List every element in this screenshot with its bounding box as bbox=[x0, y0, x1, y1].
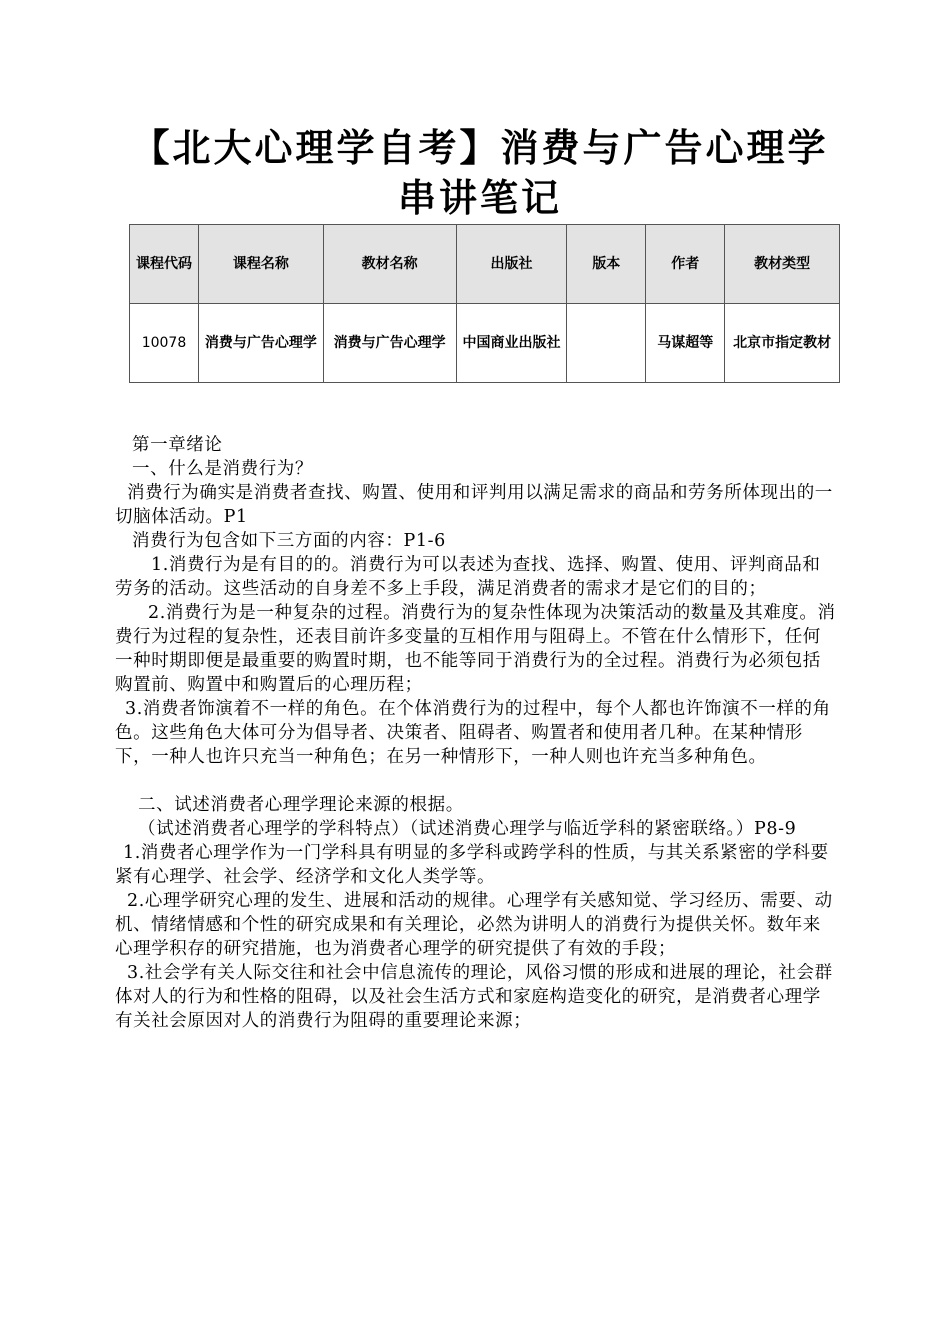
chapter-heading: 第一章绪论 bbox=[132, 435, 223, 455]
header-publisher: 出版社 bbox=[456, 225, 567, 304]
title-line-2: 串讲笔记 bbox=[397, 176, 562, 220]
header-course-name: 课程名称 bbox=[198, 225, 323, 304]
paragraph: （试述消费者心理学的学科特点）（试述消费心理学与临近学科的紧密联络。）P8-9 bbox=[138, 819, 797, 839]
paragraph: 消费行为包含如下三方面的内容：P1-6 bbox=[132, 531, 446, 551]
cell-textbook-type: 北京市指定教材 bbox=[725, 304, 840, 383]
table-header-row bbox=[130, 225, 840, 304]
list-item: 3.社会学有关人际交往和社会中信息流传的理论，风俗习惯的形成和进展的理论，社会群体对人的行为和性格的阻碍，以及社会生活方式和家庭构造变化的研究，是消费者心理学有关社会原因对人的消费行为阻碍的重要理论来源； bbox=[115, 963, 833, 1031]
document-title bbox=[110, 123, 850, 223]
cell-author: 马谋超等 bbox=[646, 304, 725, 383]
section-heading: 一、什么是消费行为？ bbox=[132, 459, 313, 479]
cell-publisher: 中国商业出版社 bbox=[456, 304, 567, 383]
header-author: 作者 bbox=[646, 225, 725, 304]
course-info-table bbox=[129, 224, 840, 383]
list-item: 2.心理学研究心理的发生、进展和活动的规律。心理学有关感知觉、学习经历、需要、动机、情绪情感和个性的研究成果和有关理论，必然为讲明人的消费行为提供关怀。数年来心理学积存的研究措施，也为消费者心理学的研究提供了有效的手段； bbox=[115, 891, 833, 959]
spacer bbox=[115, 769, 837, 793]
header-textbook-type: 教材类型 bbox=[725, 225, 840, 304]
cell-textbook-name: 消费与广告心理学 bbox=[323, 304, 456, 383]
document-body bbox=[115, 433, 837, 1033]
list-item: 1.消费者心理学作为一门学科具有明显的多学科或跨学科的性质，与其关系紧密的学科要紧有心理学、社会学、经济学和文化人类学等。 bbox=[115, 843, 829, 887]
cell-course-name: 消费与广告心理学 bbox=[198, 304, 323, 383]
list-item: 3.消费者饰演着不一样的角色。在个体消费行为的过程中，每个人都也许饰演不一样的角色。这些角色大体可分为倡导者、决策者、阻碍者、购置者和使用者几种。在某种情形下，一种人也许只充当一种角色；在另一种情形下，一种人则也许充当多种角色。 bbox=[115, 699, 831, 767]
cell-course-code: 10078 bbox=[130, 304, 199, 383]
title-line-1: 【北大心理学自考】消费与广告心理学 bbox=[131, 126, 829, 170]
list-item: 2.消费行为是一种复杂的过程。消费行为的复杂性体现为决策活动的数量及其难度。消费行为过程的复杂性，还表目前许多变量的互相作用与阻碍上。不管在什么情形下，任何一种时期即便是最重要的购置时期，也不能等同于消费行为的全过程。消费行为必须包括购置前、购置中和购置后的心理历程； bbox=[115, 603, 836, 695]
header-textbook-name: 教材名称 bbox=[323, 225, 456, 304]
cell-edition bbox=[567, 304, 646, 383]
paragraph: 消费行为确实是消费者查找、购置、使用和评判用以满足需求的商品和劳务所体现出的一切脑体活动。P1 bbox=[115, 483, 833, 527]
table-row bbox=[130, 304, 840, 383]
header-course-code: 课程代码 bbox=[130, 225, 199, 304]
header-edition: 版本 bbox=[567, 225, 646, 304]
section-heading: 二、试述消费者心理学理论来源的根据。 bbox=[138, 795, 464, 815]
list-item: 1.消费行为是有目的的。消费行为可以表述为查找、选择、购置、使用、评判商品和劳务的活动。这些活动的自身差不多上手段，满足消费者的需求才是它们的目的； bbox=[115, 555, 821, 599]
